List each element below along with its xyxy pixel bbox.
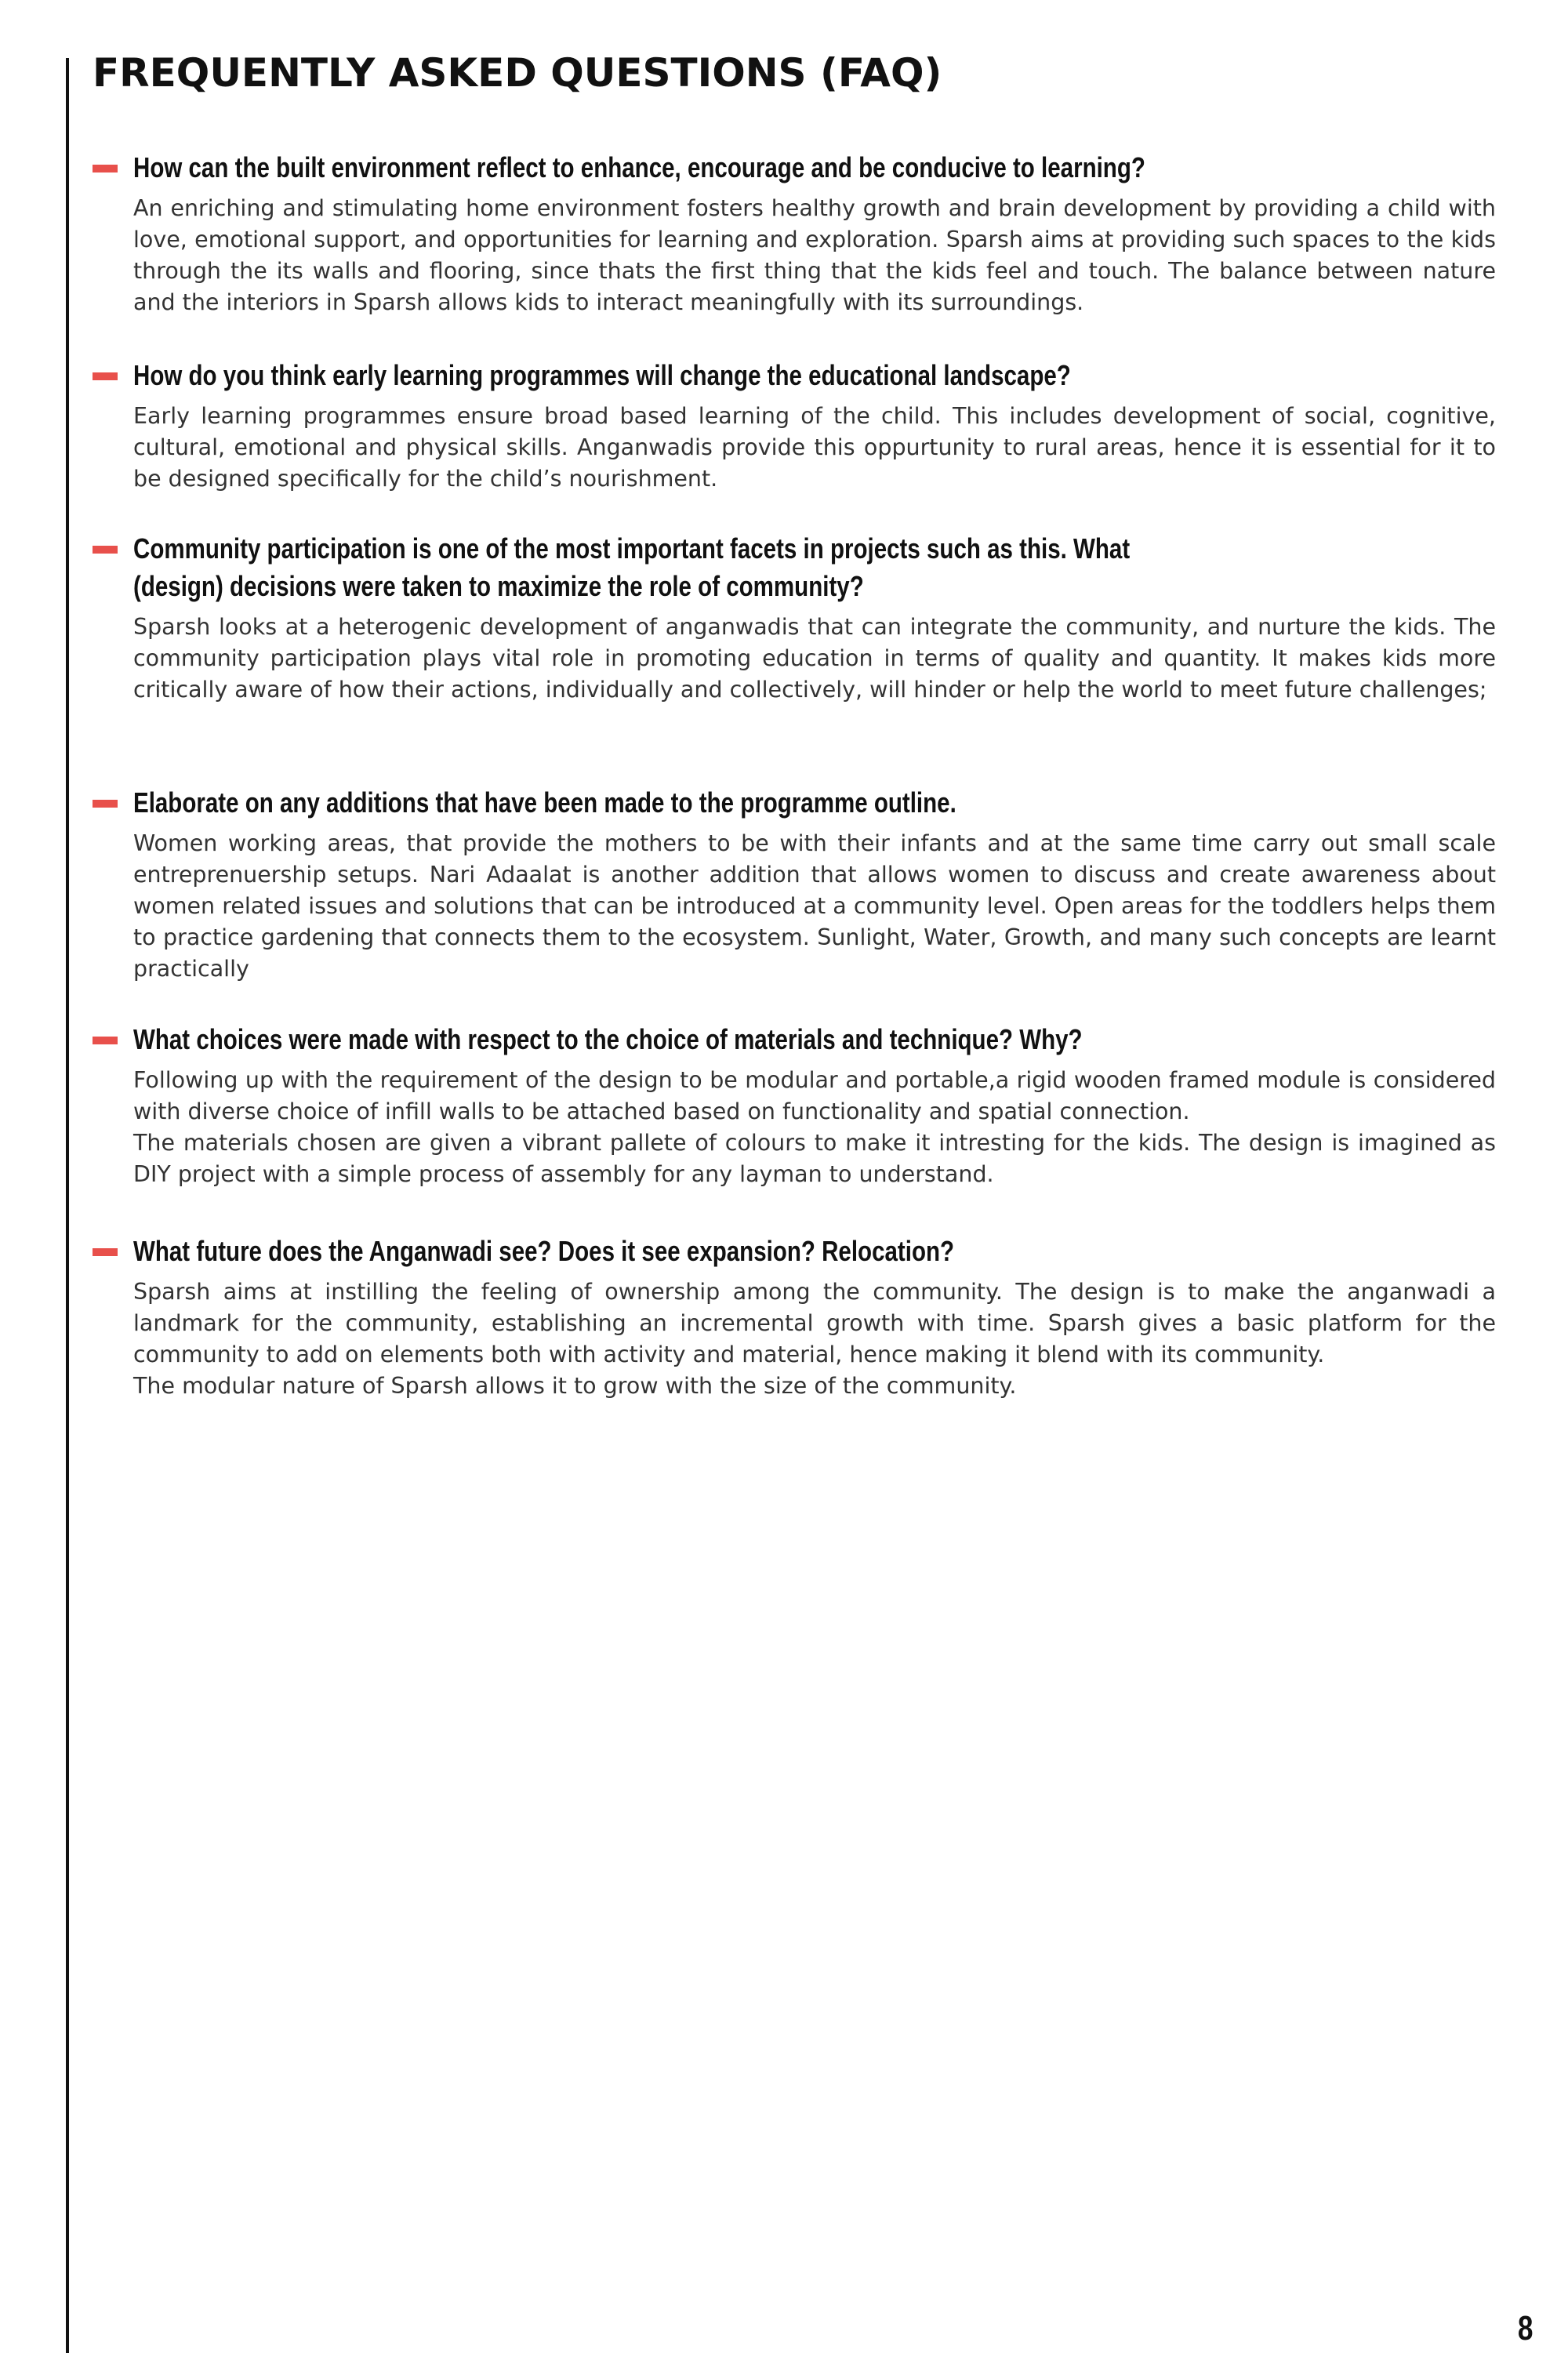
- faq-question-row: [93, 530, 1496, 605]
- page-title: FREQUENTLY ASKED QUESTIONS (FAQ): [93, 50, 942, 96]
- faq-question: How can the built environment reflect to enhance, encourage and be conducive to learning?: [133, 151, 1145, 183]
- faq-item-5: [93, 1021, 1496, 1190]
- red-dash-bullet-icon: [93, 800, 118, 808]
- faq-question-row: [93, 784, 1496, 822]
- red-dash-bullet-icon: [93, 372, 118, 380]
- red-dash-bullet-icon: [93, 1248, 118, 1256]
- red-dash-bullet-icon: [93, 546, 118, 554]
- faq-question-row: [93, 149, 1496, 187]
- faq-answer: [133, 1276, 1496, 1402]
- faq-answer: [133, 401, 1496, 495]
- left-margin-rule: [66, 58, 69, 2353]
- faq-question-row: [93, 357, 1496, 394]
- red-dash-bullet-icon: [93, 165, 118, 172]
- page-number: 8: [1517, 2309, 1533, 2348]
- faq-item-4: [93, 784, 1496, 985]
- faq-answer-paragraph: The modular nature of Sparsh allows it to grow with the size of the community.: [133, 1373, 1017, 1399]
- faq-answer-paragraph: Early learning programmes ensure broad based learning of the child. This includes development of social, cognitive, cultural, emotional and physical skills. Anganwadis provide this oppurtunity to rural areas, hence it is essential for it to be designed specifically for the child’s nourishment.: [133, 403, 1496, 492]
- faq-question: Community participation is one of the most important facets in projects such as this. What (design) decisions were taken to maximize the role of community?: [133, 532, 1131, 602]
- faq-answer: [133, 828, 1496, 985]
- faq-answer: [133, 193, 1496, 318]
- faq-item-1: [93, 149, 1496, 318]
- faq-question-row: [93, 1021, 1496, 1058]
- faq-item-6: [93, 1233, 1496, 1402]
- faq-answer-paragraph: Sparsh looks at a heterogenic development of anganwadis that can integrate the community, and nurture the kids. The community participation plays vital role in promoting education in terms of quality and quantity. It makes kids more critically aware of how their actions, individually and collectively, will hinder or help the world to meet future challenges;: [133, 614, 1496, 703]
- faq-answer: [133, 612, 1496, 706]
- faq-question: What future does the Anganwadi see? Does it see expansion? Relocation?: [133, 1235, 955, 1267]
- faq-answer-paragraph: The materials chosen are given a vibrant pallete of colours to make it intresting for the kids. The design is imagined as DIY project with a simple process of assembly for any layman to understand.: [133, 1130, 1496, 1187]
- faq-item-2: [93, 357, 1496, 495]
- faq-answer-paragraph: Sparsh aims at instilling the feeling of ownership among the community. The design is to make the anganwadi a landmark for the community, establishing an incremental growth with time. Sparsh gives a basic platform for the community to add on elements both with activity and material, hence making it blend with its community.: [133, 1279, 1496, 1367]
- red-dash-bullet-icon: [93, 1037, 118, 1044]
- faq-answer: [133, 1065, 1496, 1190]
- faq-answer-paragraph: An enriching and stimulating home environment fosters healthy growth and brain development by providing a child with love, emotional support, and opportunities for learning and exploration. Sparsh aims at providing such spaces to the kids through the its walls and flooring, since thats the first thing that the kids feel and touch. The balance between nature and the interiors in Sparsh allows kids to interact meaningfully with its surroundings.: [133, 195, 1496, 315]
- faq-question: How do you think early learning programmes will change the educational landscape?: [133, 359, 1071, 391]
- faq-question-row: [93, 1233, 1496, 1270]
- faq-question: Elaborate on any additions that have been made to the programme outline.: [133, 786, 956, 819]
- faq-answer-paragraph: Following up with the requirement of the design to be modular and portable,a rigid wooden framed module is considered with diverse choice of infill walls to be attached based on functionality and spatial connection.: [133, 1067, 1496, 1124]
- faq-question: What choices were made with respect to the choice of materials and technique? Why?: [133, 1023, 1083, 1055]
- faq-answer-paragraph: Women working areas, that provide the mothers to be with their infants and at the same time carry out small scale entreprenuership setups. Nari Adaalat is another addition that allows women to discuss and create awareness about women related issues and solutions that can be introduced at a community level. Open areas for the toddlers helps them to practice gardening that connects them to the ecosystem. Sunlight, Water, Growth, and many such concepts are learnt practically: [133, 830, 1496, 982]
- faq-item-3: [93, 530, 1496, 706]
